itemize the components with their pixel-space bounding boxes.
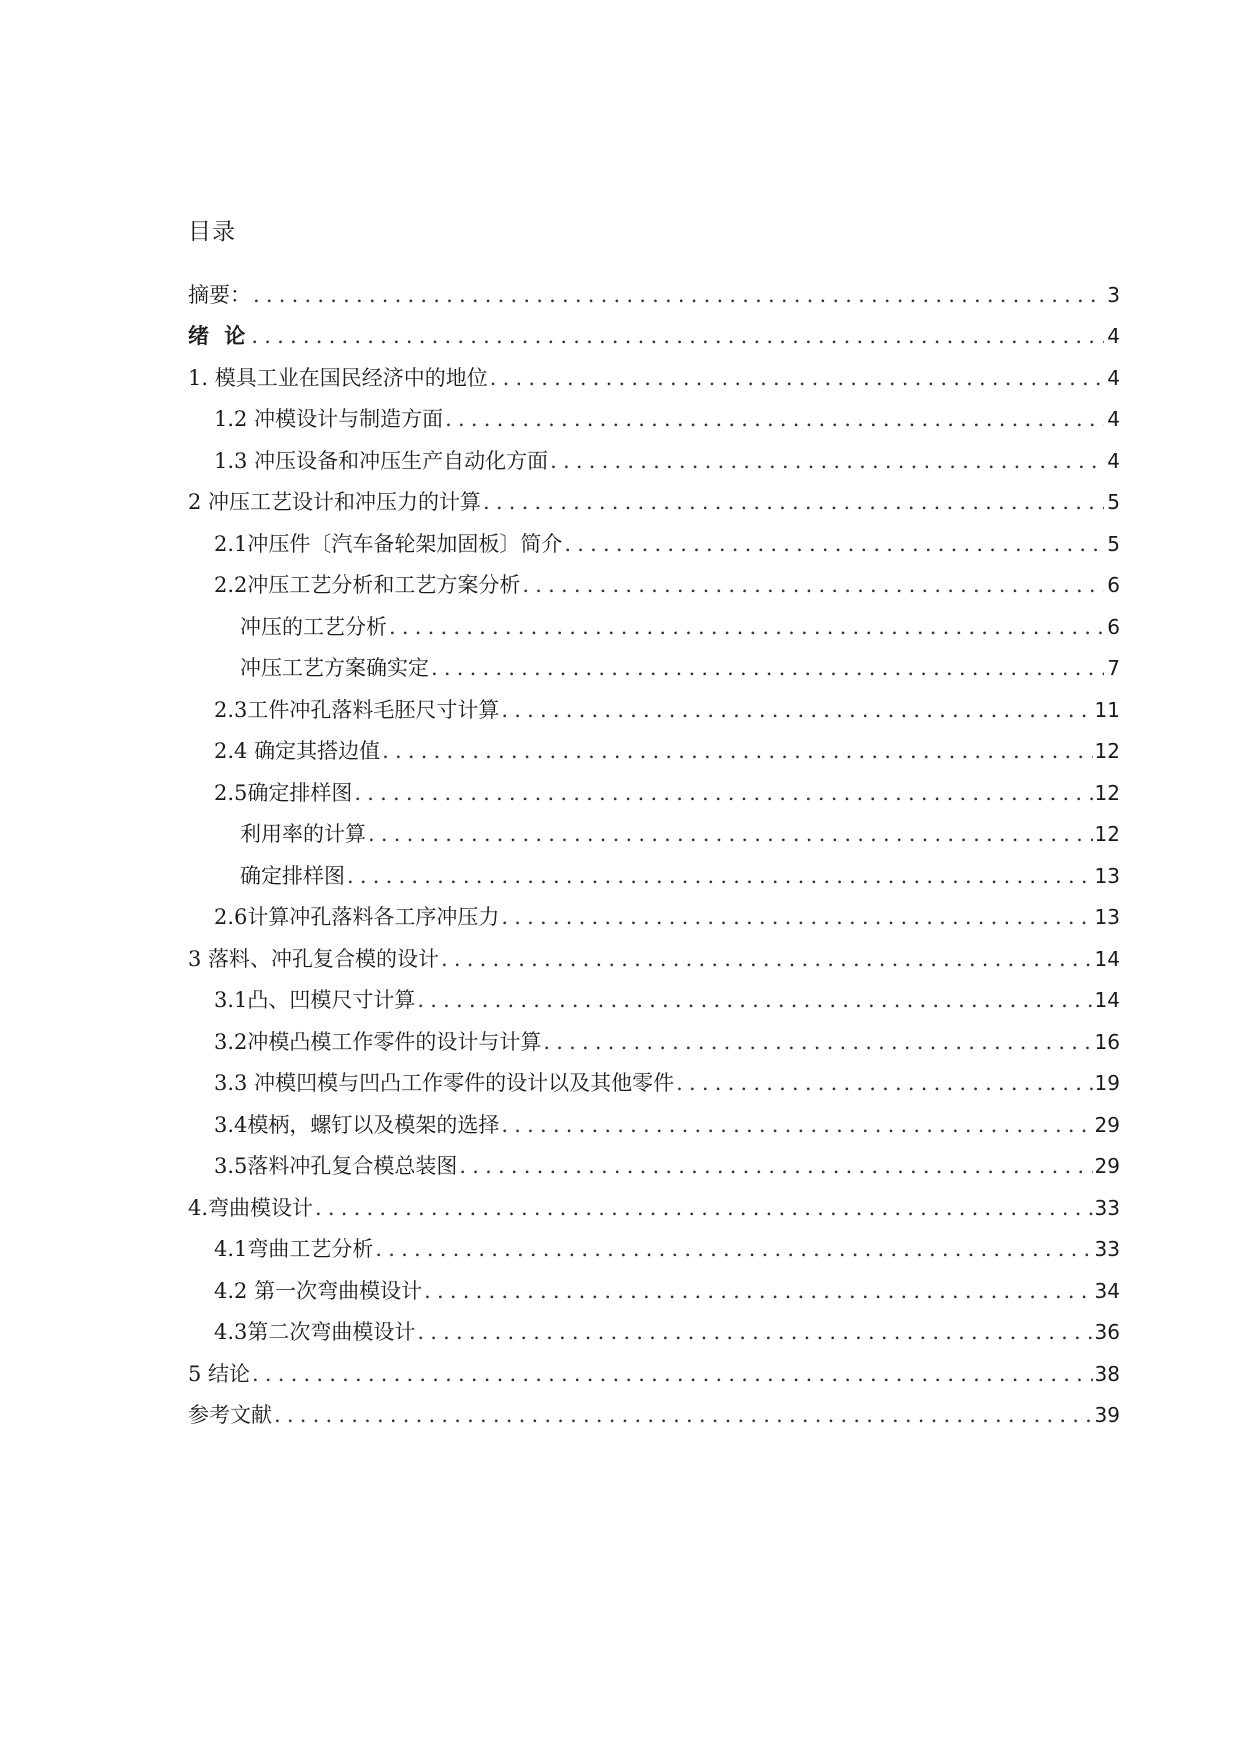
toc-entry-label: 摘要： [188, 282, 251, 307]
toc-dot-leader [431, 654, 1104, 687]
toc-entry-page-number: 14 [1094, 946, 1120, 971]
toc-entry[interactable] [188, 1227, 1120, 1269]
toc-entry[interactable] [188, 853, 1120, 895]
toc-entry-page-number: 16 [1094, 1029, 1120, 1054]
toc-entry[interactable] [188, 646, 1120, 688]
toc-entry[interactable] [188, 729, 1120, 771]
toc-dot-leader [483, 488, 1104, 521]
toc-entry-page-number: 29 [1094, 1112, 1120, 1137]
toc-dot-leader [354, 779, 1092, 812]
toc-entry[interactable] [188, 1019, 1120, 1061]
toc-dot-leader [251, 322, 1104, 355]
toc-dot-leader [459, 1152, 1092, 1185]
toc-entry-label: 4.1弯曲工艺分析 [214, 1237, 374, 1261]
toc-entry[interactable] [188, 604, 1120, 646]
toc-entry-page-number: 11 [1094, 697, 1120, 722]
toc-entry-label: 利用率的计算 [240, 822, 366, 846]
toc-dot-leader [315, 1194, 1093, 1227]
toc-entry-label: 4.3第二次弯曲模设计 [214, 1320, 416, 1344]
toc-dot-leader [347, 862, 1093, 895]
toc-entry-page-number: 6 [1107, 614, 1120, 639]
toc-entry[interactable] [188, 1351, 1120, 1393]
toc-entry-page-number: 6 [1107, 573, 1120, 597]
toc-entry[interactable] [188, 1268, 1120, 1310]
toc-entry[interactable] [188, 1144, 1120, 1186]
toc-entry-label: 3.2冲模凸模工作零件的设计与计算 [214, 1029, 542, 1054]
toc-entry-page-number: 34 [1094, 1278, 1120, 1303]
toc-dot-leader [382, 737, 1092, 770]
toc-dot-leader [490, 364, 1104, 397]
toc-dot-leader [501, 1111, 1092, 1144]
toc-entry[interactable] [188, 355, 1120, 397]
toc-entry-page-number: 33 [1094, 1195, 1120, 1220]
toc-entry-page-number: 29 [1094, 1154, 1120, 1178]
toc-entry-page-number: 13 [1094, 863, 1120, 888]
toc-entry-label: 冲压工艺方案确实定 [240, 656, 429, 680]
toc-entry[interactable] [188, 687, 1120, 729]
toc-entry[interactable] [188, 272, 1120, 314]
toc-dot-leader [501, 903, 1092, 936]
toc-entry[interactable] [188, 895, 1120, 937]
toc-entry-page-number: 33 [1094, 1237, 1120, 1261]
toc-dot-leader [445, 405, 1104, 438]
toc-entry-label: 2.5确定排样图 [214, 780, 353, 805]
table-of-contents [188, 272, 1120, 1434]
toc-entry[interactable] [188, 480, 1120, 522]
toc-dot-leader [417, 1318, 1092, 1351]
toc-entry-page-number: 39 [1094, 1403, 1120, 1427]
toc-entry-label: 2.2冲压工艺分析和工艺方案分析 [214, 573, 521, 597]
toc-entry-page-number: 38 [1094, 1361, 1120, 1386]
toc-entry-label: 2.1冲压件〔汽车备轮架加固板〕简介 [214, 531, 563, 556]
toc-entry-page-number: 4 [1107, 365, 1120, 390]
toc-entry[interactable] [188, 978, 1120, 1020]
toc-entry[interactable] [188, 314, 1120, 356]
toc-entry-label: 1. 模具工业在国民经济中的地位 [188, 365, 488, 390]
toc-entry-label: 2 冲压工艺设计和冲压力的计算 [188, 490, 482, 514]
toc-entry[interactable] [188, 1310, 1120, 1352]
toc-entry-label: 2.6计算冲孔落料各工序冲压力 [214, 905, 500, 929]
toc-entry[interactable] [188, 438, 1120, 480]
toc-entry[interactable] [188, 1185, 1120, 1227]
toc-dot-leader [252, 1360, 1093, 1393]
toc-entry-page-number: 7 [1107, 656, 1120, 680]
toc-entry[interactable] [188, 812, 1120, 854]
toc-dot-leader [375, 1235, 1092, 1268]
toc-dot-leader [368, 820, 1093, 853]
toc-entry-label: 4.2 第一次弯曲模设计 [214, 1278, 423, 1303]
toc-dot-leader [274, 1401, 1093, 1434]
toc-entry-label: 3.1凸、凹模尺寸计算 [214, 988, 416, 1012]
toc-dot-leader [501, 696, 1092, 729]
toc-entry-label: 5 结论 [188, 1361, 251, 1386]
toc-entry-page-number: 5 [1107, 531, 1120, 556]
toc-entry-label: 3.4模柄，螺钉以及模架的选择 [214, 1112, 500, 1137]
toc-entry-label: 3.3 冲模凹模与凹凸工作零件的设计以及其他零件 [214, 1071, 675, 1095]
toc-dot-leader [417, 986, 1092, 1019]
toc-entry-label: 1.3 冲压设备和冲压生产自动化方面 [214, 448, 549, 473]
toc-dot-leader [564, 530, 1104, 563]
toc-dot-leader [543, 1028, 1092, 1061]
toc-entry-page-number: 5 [1107, 490, 1120, 514]
toc-dot-leader [253, 281, 1104, 314]
toc-entry-page-number: 12 [1094, 739, 1120, 763]
toc-dot-leader [441, 945, 1093, 978]
toc-entry-label: 参考文献 [188, 1403, 272, 1427]
toc-dot-leader [389, 613, 1104, 646]
toc-entry[interactable] [188, 936, 1120, 978]
toc-entry[interactable] [188, 1061, 1120, 1103]
toc-entry-label: 2.3工件冲孔落料毛胚尺寸计算 [214, 697, 500, 722]
toc-entry-page-number: 13 [1094, 905, 1120, 929]
toc-entry[interactable] [188, 397, 1120, 439]
toc-entry-label: 3 落料、冲孔复合模的设计 [188, 946, 440, 971]
toc-dot-leader [550, 447, 1104, 480]
toc-entry-label: 3.5落料冲孔复合模总装图 [214, 1154, 458, 1178]
toc-entry[interactable] [188, 1393, 1120, 1435]
toc-entry-page-number: 19 [1094, 1071, 1120, 1095]
toc-entry-page-number: 36 [1094, 1320, 1120, 1344]
toc-entry-label: 4.弯曲模设计 [188, 1195, 314, 1220]
toc-entry-page-number: 4 [1107, 324, 1120, 348]
toc-entry-page-number: 14 [1094, 988, 1120, 1012]
toc-entry-label: 确定排样图 [240, 863, 345, 888]
toc-entry-page-number: 12 [1094, 822, 1120, 846]
toc-entry[interactable] [188, 521, 1120, 563]
toc-entry-label: 冲压的工艺分析 [240, 614, 387, 639]
toc-dot-leader [424, 1277, 1092, 1310]
toc-entry-label: 1.2 冲模设计与制造方面 [214, 407, 444, 431]
toc-entry-label: 2.4 确定其搭边值 [214, 739, 381, 763]
toc-entry-page-number: 4 [1107, 448, 1120, 473]
toc-entry-page-number: 12 [1094, 780, 1120, 805]
toc-entry[interactable] [188, 770, 1120, 812]
toc-dot-leader [676, 1069, 1092, 1102]
toc-entry-label: 绪 论 [188, 323, 250, 348]
toc-entry[interactable] [188, 1102, 1120, 1144]
toc-entry-page-number: 4 [1107, 407, 1120, 431]
toc-title: 目录 [188, 219, 236, 245]
toc-entry-page-number: 3 [1107, 282, 1120, 307]
toc-dot-leader [522, 571, 1104, 604]
toc-entry[interactable] [188, 563, 1120, 605]
